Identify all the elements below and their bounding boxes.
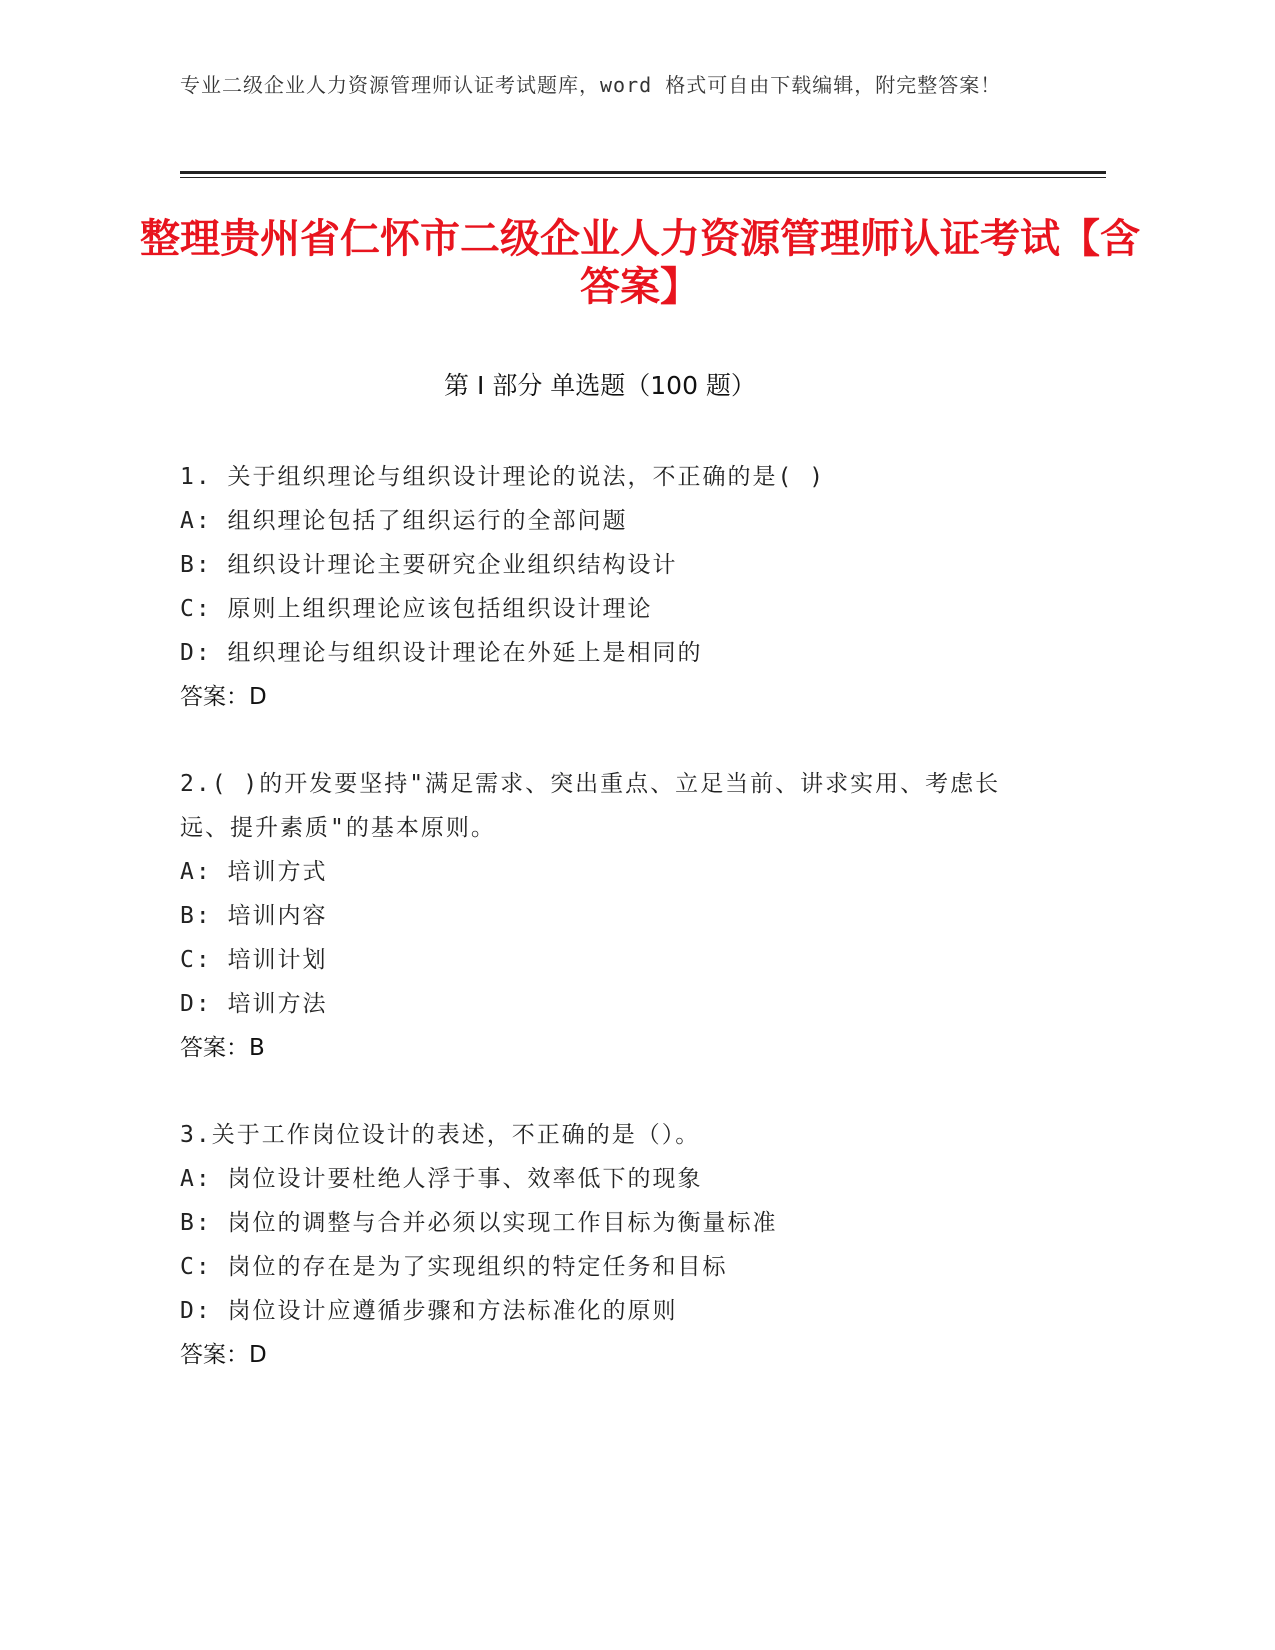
- question-list: [180, 455, 1040, 1377]
- question-stem: 2.( )的开发要坚持"满足需求、突出重点、立足当前、讲求实用、考虑长远、提升素质"的基本原则。: [180, 771, 1001, 841]
- option-d: D: 岗位设计应遵循步骤和方法标准化的原则: [180, 1298, 678, 1324]
- answer: 答案：D: [180, 1342, 267, 1368]
- header-divider-thin: [180, 177, 1106, 178]
- option-c: C: 岗位的存在是为了实现组织的特定任务和目标: [180, 1254, 728, 1280]
- option-b: B: 组织设计理论主要研究企业组织结构设计: [180, 552, 678, 578]
- option-a: A: 组织理论包括了组织运行的全部问题: [180, 508, 628, 534]
- answer: 答案：D: [180, 684, 267, 710]
- option-a: A: 岗位设计要杜绝人浮于事、效率低下的现象: [180, 1166, 703, 1192]
- option-c: C: 培训计划: [180, 947, 328, 973]
- question-stem: 3.关于工作岗位设计的表述，不正确的是（）。: [180, 1122, 701, 1148]
- header-divider-thick: [180, 171, 1106, 174]
- document-title: 整理贵州省仁怀市二级企业人力资源管理师认证考试【含答案】: [140, 216, 1140, 310]
- answer: 答案：B: [180, 1035, 265, 1061]
- question-2: [180, 762, 1040, 1070]
- question-1: [180, 455, 1040, 719]
- question-stem: 1. 关于组织理论与组织设计理论的说法，不正确的是( ): [180, 464, 826, 490]
- option-d: D: 培训方法: [180, 991, 328, 1017]
- option-b: B: 岗位的调整与合并必须以实现工作目标为衡量标准: [180, 1210, 778, 1236]
- option-b: B: 培训内容: [180, 903, 328, 929]
- option-a: A: 培训方式: [180, 859, 328, 885]
- section-title: 第 I 部分 单选题（100 题）: [444, 371, 756, 400]
- question-3: [180, 1113, 1040, 1377]
- option-d: D: 组织理论与组织设计理论在外延上是相同的: [180, 640, 703, 666]
- option-c: C: 原则上组织理论应该包括组织设计理论: [180, 596, 653, 622]
- header-note: 专业二级企业人力资源管理师认证考试题库，word 格式可自由下载编辑，附完整答案！: [180, 73, 1002, 97]
